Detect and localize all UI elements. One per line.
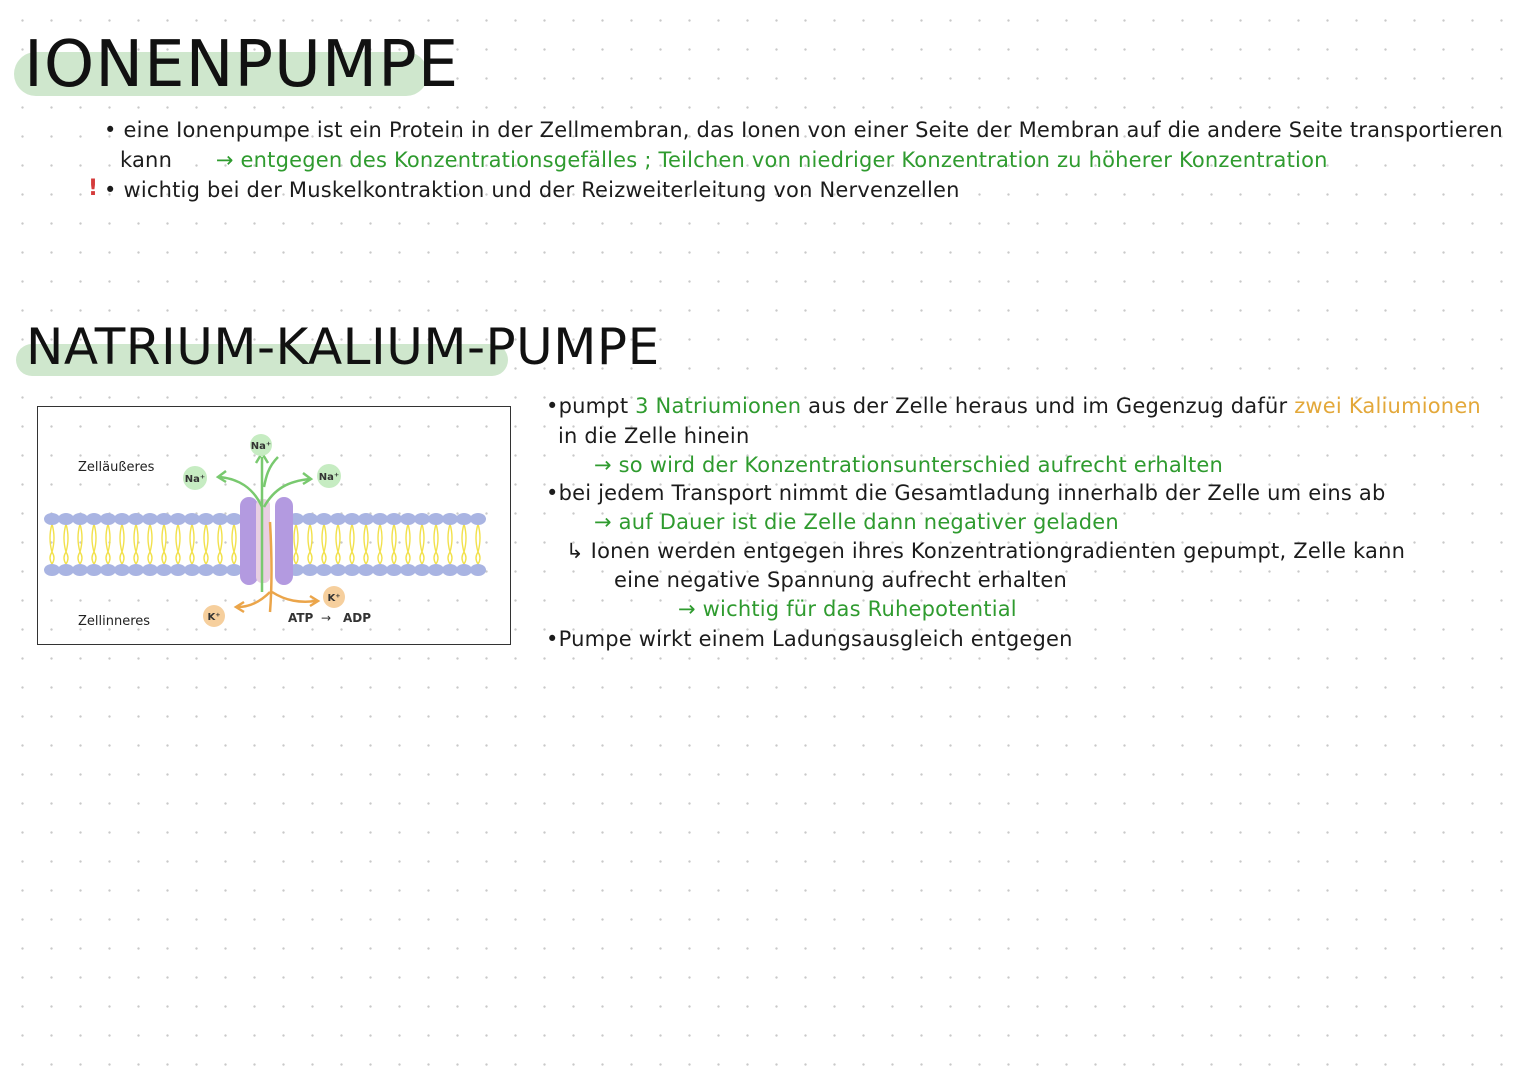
na-ion-right-label: Na⁺: [318, 472, 340, 483]
note-low-to-high: ; Teilchen von niedriger Konzentration zu höherer Konzentration: [644, 148, 1328, 172]
lipid-head: [212, 564, 228, 576]
lipid-head: [128, 564, 144, 576]
k-ion-right-label: K⁺: [327, 593, 341, 604]
lipid-head: [442, 564, 458, 576]
lipid-head: [316, 513, 332, 525]
lipid-head: [58, 564, 74, 576]
k-arrow-main: [270, 522, 272, 612]
lipid-head: [156, 513, 172, 525]
lipid-head: [58, 513, 74, 525]
fact-1-potassium: zwei Kaliumionen: [1294, 394, 1481, 418]
lipid-head: [414, 564, 430, 576]
bullet-definition-line2: [120, 148, 1328, 172]
lipid-head: [456, 513, 472, 525]
lipid-head: [302, 513, 318, 525]
lipid-head: [470, 564, 486, 576]
lipid-head: [330, 564, 346, 576]
lipid-head: [128, 513, 144, 525]
bullet-importance: • wichtig bei der Muskelkontraktion und der Reizweiterleitung von Nervenzellen: [104, 178, 960, 202]
lipid-head: [344, 564, 360, 576]
lipid-head: [114, 564, 130, 576]
label-zellaeusseres: Zelläußeres: [78, 460, 155, 475]
lipid-head: [302, 564, 318, 576]
fact-charge-decrease: •bei jedem Transport nimmt die Gesamtladung innerhalb der Zelle um eins ab: [546, 481, 1386, 505]
lipid-head: [86, 513, 102, 525]
fact-1-line2: in die Zelle hinein: [558, 424, 750, 448]
lipid-head: [330, 513, 346, 525]
fact-3-note: → wichtig für das Ruhepotential: [678, 597, 1017, 621]
fact-2-note: → auf Dauer ist die Zelle dann negativer geladen: [594, 510, 1119, 534]
lipid-head: [100, 564, 116, 576]
lipid-head: [358, 513, 374, 525]
fact-1-middle: aus der Zelle heraus und im Gegenzug dafür: [801, 394, 1295, 418]
note-gradient: → entgegen des Konzentrationsgefälles: [215, 148, 638, 172]
lipid-head: [184, 564, 200, 576]
lipid-head: [44, 564, 60, 576]
lipid-head: [142, 564, 158, 576]
section-title-ionenpumpe: IONENPUMPE: [24, 28, 460, 102]
lipid-head: [344, 513, 360, 525]
lipid-head: [86, 564, 102, 576]
lipid-head: [198, 513, 214, 525]
fact-1-note: → so wird der Konzentrationsunterschied aufrecht erhalten: [594, 453, 1224, 477]
lipid-head: [226, 513, 242, 525]
label-adp: ADP: [343, 611, 372, 625]
label-atp: ATP: [288, 611, 314, 625]
lipid-head: [142, 513, 158, 525]
lipid-head: [100, 513, 116, 525]
fact-1-prefix: •pumpt: [546, 394, 636, 418]
k-ion-left-label: K⁺: [207, 612, 221, 623]
pump-protein-left: [240, 497, 258, 585]
lipid-head: [386, 513, 402, 525]
lipid-head: [428, 564, 444, 576]
lipid-head: [156, 564, 172, 576]
lipid-head: [170, 564, 186, 576]
k-arrow-left: [238, 592, 270, 607]
lipid-head: [212, 513, 228, 525]
section-title-natrium-kalium-pumpe: NATRIUM-KALIUM-PUMPE: [26, 318, 660, 376]
lipid-head: [372, 513, 388, 525]
fact-charge-balance: •Pumpe wirkt einem Ladungsausgleich entgegen: [546, 627, 1073, 651]
lipid-head: [198, 564, 214, 576]
lipid-head: [72, 564, 88, 576]
pump-protein-right: [275, 497, 293, 585]
lipid-head: [400, 564, 416, 576]
lipid-head: [72, 513, 88, 525]
lipid-head: [114, 513, 130, 525]
fact-pump-sodium-potassium: [546, 394, 1481, 418]
warning-icon: !: [88, 176, 99, 201]
lipid-head: [456, 564, 472, 576]
lipid-head: [400, 513, 416, 525]
lipid-head: [442, 513, 458, 525]
k-arrow-right: [272, 592, 316, 602]
lipid-head: [386, 564, 402, 576]
lipid-head: [372, 564, 388, 576]
bullet-definition-kann: kann: [120, 148, 173, 172]
lipid-head: [184, 513, 200, 525]
lipid-head: [428, 513, 444, 525]
lipid-head: [226, 564, 242, 576]
lipid-head: [414, 513, 430, 525]
na-ion-left-label: Na⁺: [184, 474, 206, 485]
lipid-head: [358, 564, 374, 576]
fact-1-sodium: 3 Natriumionen: [635, 394, 802, 418]
lipid-head: [470, 513, 486, 525]
sodium-potassium-pump-diagram: [37, 406, 511, 645]
lipid-head: [170, 513, 186, 525]
na-ion-top-label: Na⁺: [250, 441, 272, 452]
fact-3-line1: ↳ Ionen werden entgegen ihres Konzentrationgradienten gepumpt, Zelle kann: [566, 539, 1406, 563]
lipid-head: [316, 564, 332, 576]
lipid-head: [44, 513, 60, 525]
label-arrow: →: [321, 611, 332, 625]
fact-3-line2: eine negative Spannung aufrecht erhalten: [614, 568, 1068, 592]
label-zellinneres: Zellinneres: [78, 614, 151, 629]
bullet-definition-line1: • eine Ionenpumpe ist ein Protein in der Zellmembran, das Ionen von einer Seite der Membran auf die andere Seite transportieren: [104, 118, 1503, 142]
